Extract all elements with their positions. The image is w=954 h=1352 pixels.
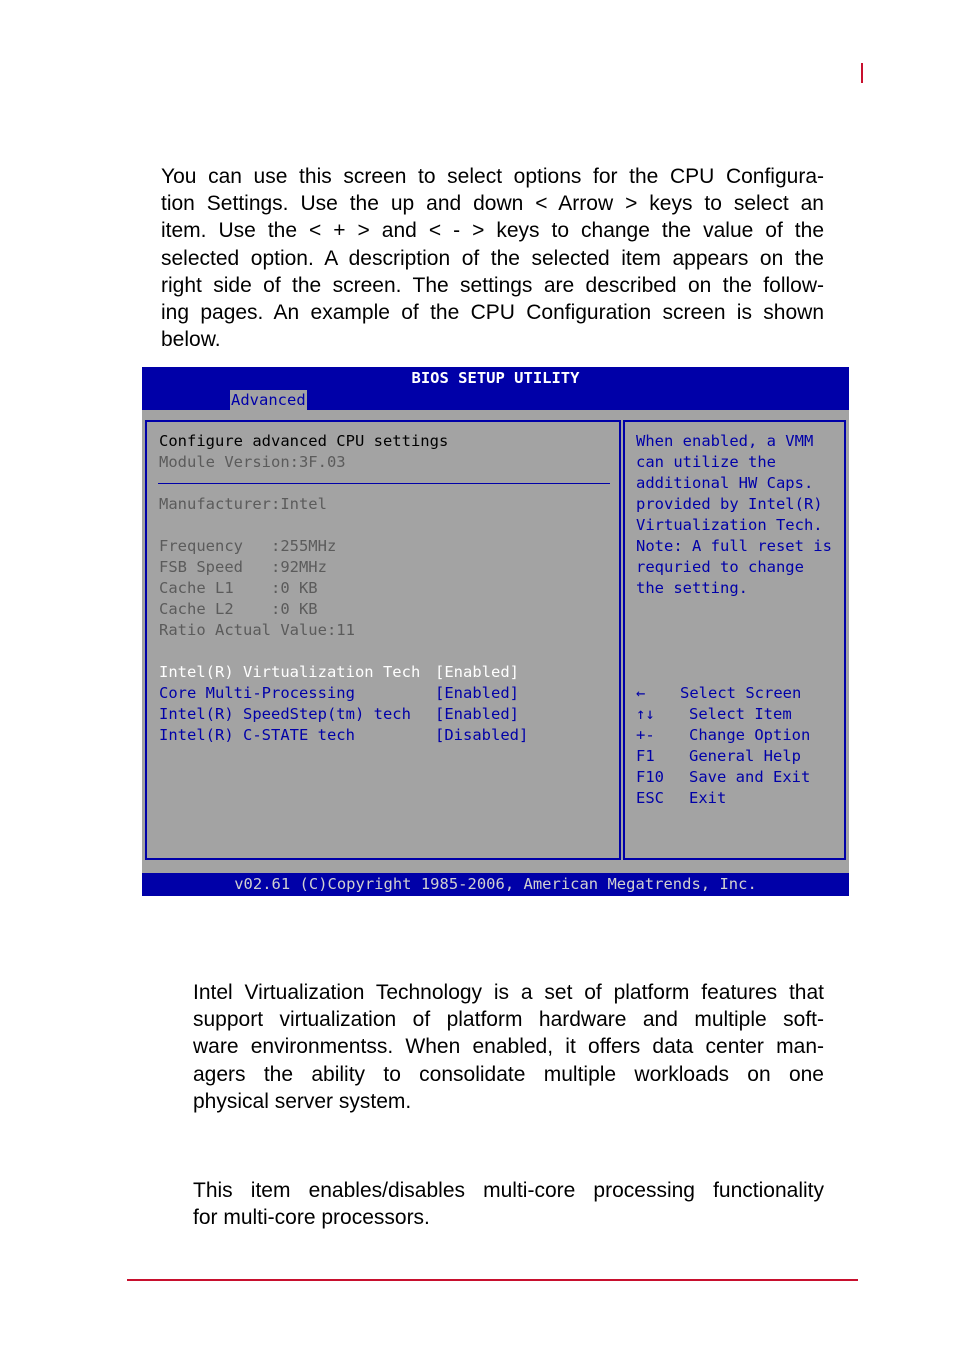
intro-line: tion Settings. Use the up and down < Arrow > keys to select an: [161, 192, 824, 216]
option-core-multiprocessing-value[interactable]: [Enabled]: [435, 684, 519, 702]
bios-tab-bar: [142, 389, 849, 410]
bios-footer: v02.61 (C)Copyright 1985-2006, American Megatrends, Inc.: [142, 873, 849, 896]
footer-rule: [127, 1279, 858, 1281]
virtualization-description: [193, 979, 824, 1115]
option-speedstep-value[interactable]: [Enabled]: [435, 705, 519, 723]
cmp-line: This item enables/disables multi-core processing functionality: [193, 1179, 824, 1202]
f1-key: F1: [636, 747, 655, 765]
header-accent-bar: [861, 63, 863, 83]
key-action-select-item: Select Item: [689, 705, 792, 723]
key-action-exit: Exit: [689, 789, 727, 807]
cmp-line: for multi-core processors.: [193, 1206, 430, 1230]
up-down-arrow-icon: ↑↓: [636, 705, 655, 723]
vt-line: ware environmentss. When enabled, it offers data center man-: [193, 1035, 824, 1059]
intro-line: selected option. A description of the selected item appears on the: [161, 246, 824, 270]
intro-line: You can use this screen to select options for the CPU Configura-: [161, 165, 824, 188]
key-action-general-help: General Help: [689, 747, 801, 765]
bios-title: BIOS SETUP UTILITY: [142, 367, 849, 389]
help-line: additional HW Caps.: [636, 474, 814, 492]
intro-line: ing pages. An example of the CPU Configuration screen is shown: [161, 301, 824, 325]
plus-minus-key: +-: [636, 726, 655, 744]
help-line: provided by Intel(R): [636, 495, 823, 513]
manufacturer: Manufacturer:Intel: [159, 495, 327, 513]
key-action-change-option: Change Option: [689, 726, 811, 744]
option-virtualization-value[interactable]: [Enabled]: [435, 663, 519, 681]
info-fsb-speed: FSB Speed :92MHz: [159, 558, 327, 576]
bios-screenshot: [142, 367, 849, 896]
vt-line: support virtualization of platform hardware and multiple soft-: [193, 1008, 824, 1032]
intro-line: below.: [161, 328, 221, 352]
intro-paragraph: [161, 163, 824, 353]
esc-key: ESC: [636, 789, 664, 807]
option-cstate-value[interactable]: [Disabled]: [435, 726, 529, 744]
tab-advanced[interactable]: Advanced: [231, 391, 306, 409]
left-arrow-icon: ←: [636, 684, 646, 702]
help-line: Virtualization Tech.: [636, 516, 823, 534]
option-speedstep-label[interactable]: Intel(R) SpeedStep(tm) tech: [159, 705, 411, 723]
f10-key: F10: [636, 768, 664, 786]
intro-line: right side of the screen. The settings are described on the follow-: [161, 273, 824, 297]
help-line: When enabled, a VMM: [636, 432, 814, 450]
option-cstate-label[interactable]: Intel(R) C-STATE tech: [159, 726, 355, 744]
info-ratio: Ratio Actual Value:11: [159, 621, 355, 639]
help-line: requried to change: [636, 558, 804, 576]
info-frequency: Frequency :255MHz: [159, 537, 337, 555]
key-action-select-screen: Select Screen: [680, 684, 802, 702]
help-line: the setting.: [636, 579, 748, 597]
vt-line: agers the ability to consolidate multiple workloads on one: [193, 1062, 824, 1086]
help-line: can utilize the: [636, 453, 776, 471]
module-version: Module Version:3F.03: [159, 453, 346, 471]
vt-line: physical server system.: [193, 1089, 412, 1113]
help-line: Note: A full reset is: [636, 537, 832, 555]
bios-heading: Configure advanced CPU settings: [159, 432, 449, 450]
option-virtualization-label[interactable]: Intel(R) Virtualization Tech: [159, 663, 421, 681]
vt-line: Intel Virtualization Technology is a set of platform features that: [193, 981, 824, 1004]
info-cache-l1: Cache L1 :0 KB: [159, 579, 318, 597]
option-core-multiprocessing-label[interactable]: Core Multi-Processing: [159, 684, 355, 702]
core-multiprocessing-description: [193, 1177, 824, 1231]
bios-divider: [158, 483, 610, 484]
intro-line: item. Use the < + > and < - > keys to change the value of the: [161, 219, 824, 243]
key-action-save-exit: Save and Exit: [689, 768, 811, 786]
info-cache-l2: Cache L2 :0 KB: [159, 600, 318, 618]
